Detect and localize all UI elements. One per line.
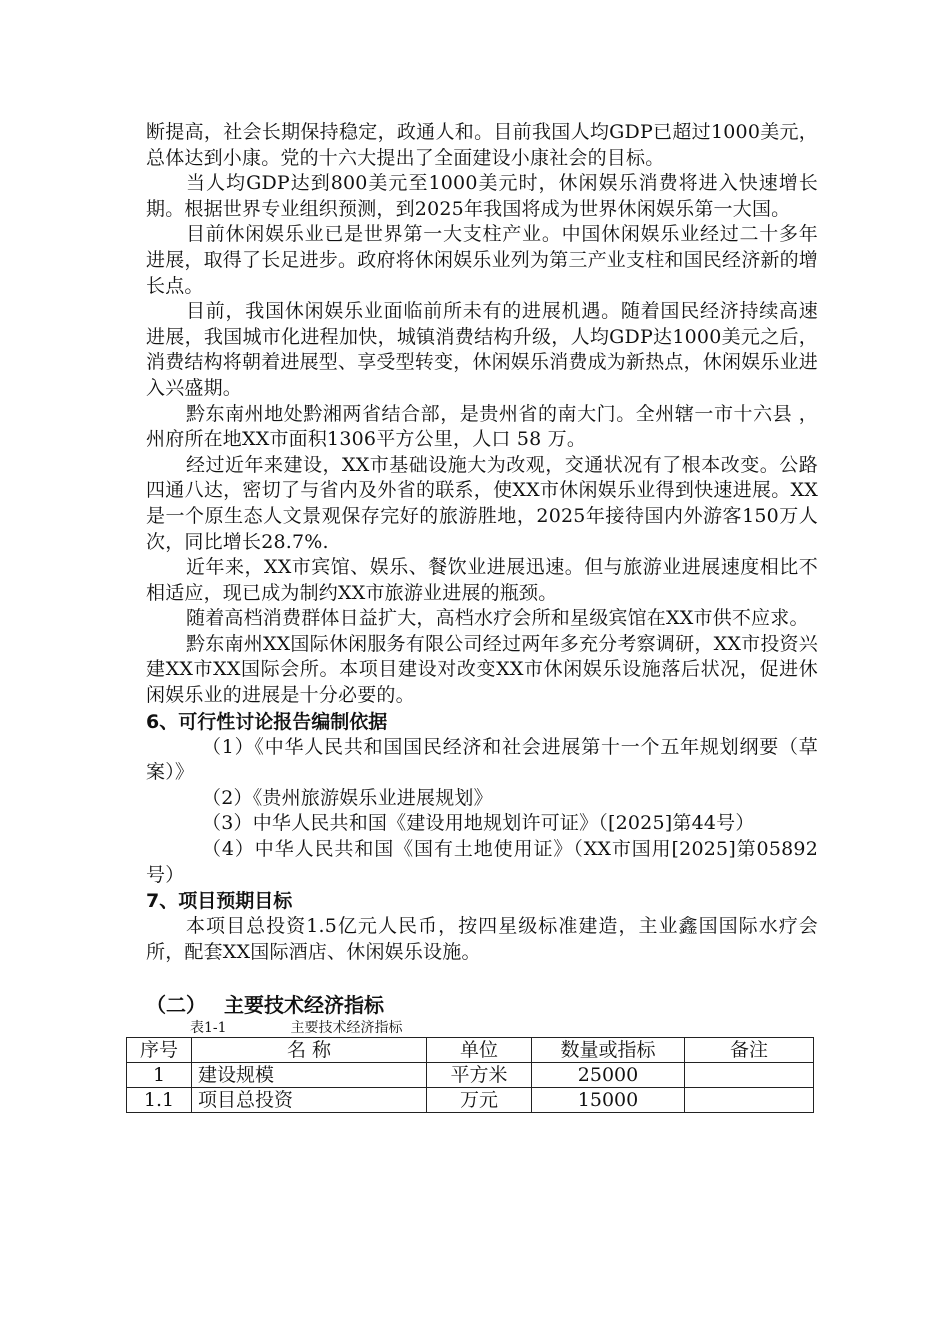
reference-3: （3）中华人民共和国《建设用地规划许可证》（[2025]第44号） [202,812,755,835]
section-2-title: 主要技术经济指标 [224,993,384,1018]
paragraph-2: 当人均GDP达到800美元至1000美元时，休闲娱乐消费将进入快速增长期。根据世界专业组织预测，到2025年我国将成为世界休闲娱乐第一大国。 [146,172,818,220]
document-page [139,120,819,1113]
table-caption [190,1019,818,1037]
body-paragraphs [146,120,818,709]
reference-1: （1）《中华人民共和国国民经济和社会进展第十一个五年规划纲要（草案）》 [146,735,818,784]
header-cell-index: 序号 [127,1038,192,1063]
indicators-table [126,1037,814,1113]
cell-name: 项目总投资 [192,1088,427,1113]
paragraph-9: 黔东南州XX国际休闲服务有限公司经过两年多充分考察调研，XX市投资兴建XX市XX国际会所。本项目建设对改变XX市休闲娱乐设施落后状况，促进休闲娱乐业的进展是十分必要的。 [146,632,818,707]
cell-quantity: 15000 [532,1088,685,1113]
section-6-heading: 6、可行性讨论报告编制依据 [146,710,388,733]
cell-quantity: 25000 [532,1063,685,1088]
section-7-heading: 7、项目预期目标 [146,890,293,913]
table-row [127,1088,814,1113]
section-7-text: 本项目总投资1.5亿元人民币，按四星级标准建造，主业鑫国国际水疗会所，配套XX国际酒店、休闲娱乐设施。 [146,915,818,963]
header-cell-unit: 单位 [427,1038,532,1063]
table-caption-title: 主要技术经济指标 [290,1020,403,1037]
cell-unit: 平方米 [427,1063,532,1088]
header-cell-remarks: 备注 [685,1038,814,1063]
cell-index: 1 [127,1063,192,1088]
paragraph-7: 近年来，XX市宾馆、娱乐、餐饮业进展迅速。但与旅游业进展速度相比不相适应，现已成为制约XX市旅游业进展的瓶颈。 [146,556,818,604]
table-row [127,1063,814,1088]
header-cell-quantity: 数量或指标 [532,1038,685,1063]
paragraph-3: 目前休闲娱乐业已是世界第一大支柱产业。中国休闲娱乐业经过二十多年进展，取得了长足进步。政府将休闲娱乐业列为第三产业支柱和国民经济新的增长点。 [146,223,819,297]
reference-2: （2）《贵州旅游娱乐业进展规划》 [202,786,493,809]
paragraph-4: 目前，我国休闲娱乐业面临前所未有的进展机遇。随着国民经济持续高速进展，我国城市化进程加快，城镇消费结构升级，人均GDP达1000美元之后，消费结构将朝着进展型、享受型转变，休闲娱乐消费成为新热点，休闲娱乐业进入兴盛期。 [146,300,819,399]
paragraph-5: 黔东南州地处黔湘两省结合部，是贵州省的南大门。全州辖一市十六县 ，州府所在地XX市面积1306平方公里，人口 58 万。 [146,402,818,451]
section-2-heading [146,991,818,1019]
cell-remarks [685,1063,814,1088]
header-cell-name: 名 称 [192,1038,427,1063]
cell-unit: 万元 [427,1088,532,1113]
cell-index: 1.1 [127,1088,192,1113]
cell-remarks [685,1088,814,1113]
paragraph-1: 断提高，社会长期保持稳定，政通人和。目前我国人均GDP已超过1000美元，总体达到小康。党的十六大提出了全面建设小康社会的目标。 [146,121,818,169]
table-header-row [127,1038,814,1063]
table-caption-id: 表1-1 [190,1020,227,1037]
cell-name: 建设规模 [192,1063,427,1088]
paragraph-6: 经过近年来建设，XX市基础设施大为改观，交通状况有了根本改变。公路四通八达，密切了与省内及外省的联系，使XX市休闲娱乐业得到快速进展。XX是一个原生态人文景观保存完好的旅游胜地，2025年接待国内外游客150万人次，同比增长28.7%. [146,453,818,553]
reference-4: （4）中华人民共和国《国有土地使用证》（XX市国用[2025]第05892号） [146,838,818,886]
paragraph-8: 随着高档消费群体日益扩大，高档水疗会所和星级宾馆在XX市供不应求。 [186,607,809,630]
section-2-number: （二） [146,993,206,1018]
